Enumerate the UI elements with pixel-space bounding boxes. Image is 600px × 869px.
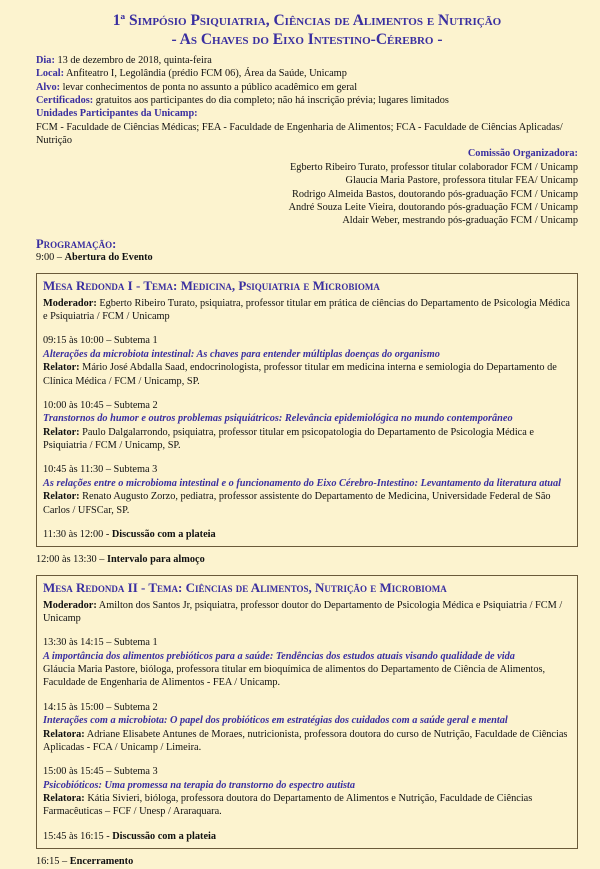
panel-2 [36,575,578,850]
info-value: gratuitos aos participantes do dia completo; não há inscrição prévia; lugares limitados [95,94,449,106]
subtopic-speaker: Gláucia Maria Pastore, bióloga, professora titular em bioquímica de alimentos do Departamento de Ciência de Alimentos, Faculdade de Engenharia de Alimentos - FEA / Unicamp. [43,664,546,689]
units-value: FCM - Faculdade de Ciências Médicas; FEA - Faculdade de Engenharia de Alimentos; FCA - Faculdade de Ciências Aplicadas/ Nutrição [36,121,563,147]
opening-row [36,251,578,264]
panel-1-moderator [43,297,571,324]
subtopic-speaker [43,728,571,755]
closing-label: Encerramento [69,856,134,868]
committee-member: Egberto Ribeiro Turato, professor titular colaborador FCM / Unicamp [290,161,578,173]
discussion-label: Discussão com a plateia [111,528,216,540]
program-heading: Programação: [36,236,117,251]
info-value: Anfiteatro I, Legolândia (prédio FCM 06), Área da Saúde, Unicamp [66,68,347,80]
subtopic-time: 13:30 às 14:15 – Subtema 1 [43,637,158,649]
info-date [36,54,578,67]
opening-label: Abertura do Evento [64,252,153,264]
committee-member: André Souza Leite Vieira, doutorando pós-graduação FCM / Unicamp [288,201,578,213]
lunch-time: 12:00 às 13:30 – [36,554,105,566]
committee-member: Aldair Weber, mestrando pós-graduação FCM / Unicamp [342,215,578,227]
info-label: Local: [36,68,65,80]
subtopic-title: Psicobióticos: Uma promessa na terapia do transtorno do espectro autista [43,779,356,791]
speaker-text: Renato Augusto Zorzo, pediatra, professor assistente do Departamento de Medicina, Universidade Federal de São Carlos / UFSCar, SP. [43,491,551,516]
committee-member: Glaucia Maria Pastore, professora titular FEA/ Unicamp [345,175,578,187]
closing-row [36,855,578,868]
subtopic-title: Interações com a microbiota: O papel dos probióticos em estratégias dos cuidados com a saúde geral e mental [43,715,508,727]
closing-time: 16:15 – [36,856,68,868]
subtopic-time: 15:00 às 15:45 – Subtema 3 [43,766,158,778]
info-target [36,81,578,94]
moderator-text: Egberto Ribeiro Turato, psiquiatra, professor titular em prática de ciências do Departamento de Psicologia Médica e Psiquiatria / FCM / Unicamp [43,297,571,323]
panel-1 [36,273,578,548]
panel-1-title: Mesa Redonda I - Tema: Medicina, Psiquiatria e Microbioma [43,277,380,293]
subtopic-time: 10:00 às 10:45 – Subtema 2 [43,399,158,411]
moderator-label: Moderador: [43,297,97,309]
panel-1-discussion [43,528,571,541]
lunch-label: Intervalo para almoço [106,554,205,566]
info-label: Dia: [36,54,55,66]
subtopic-time: 10:45 às 11:30 – Subtema 3 [43,464,158,476]
committee-member: Rodrigo Almeida Bastos, doutorando pós-graduação FCM / Unicamp [292,188,578,200]
discussion-time: 15:45 às 16:15 - [43,830,110,842]
panel-2-moderator [43,599,571,626]
subtopic-title: As relações entre o microbioma intestinal e o funcionamento do Eixo Cérebro-Intestino: Levantamento da literatura atual [43,477,562,489]
discussion-label: Discussão com a plateia [112,830,217,842]
info-value: levar conhecimentos de ponta no assunto a público acadêmico em geral [62,81,358,93]
organizing-committee [36,147,578,227]
speaker-label: Relatora: [43,728,85,740]
subtopic-speaker [43,361,571,388]
lunch-row [36,553,578,566]
subtopic-time: 09:15 às 10:00 – Subtema 1 [43,335,158,347]
info-location [36,67,578,80]
opening-time: 9:00 – [36,252,63,264]
speaker-text: Adriane Elisabete Antunes de Moraes, nutricionista, professora doutora do curso de Nutrição, Faculdade de Ciências Aplicadas - FCA / Unicamp / Limeira. [43,728,568,753]
panel-2-discussion [43,830,571,843]
document-title [36,12,578,50]
speaker-label: Relator: [43,362,80,374]
subtopic-speaker [43,490,571,517]
subtopic-speaker [43,426,571,453]
panel-2-title: Mesa Redonda II - Tema: Ciências de Alimentos, Nutrição e Microbioma [43,579,447,595]
title-line-1: 1ª Simpósio Psiquiatria, Ciências de Alimentos e Nutrição [112,12,502,29]
subtopic-title: Transtornos do humor e outros problemas psiquiátricos: Relevância epidemiológica no mundo contemporâneo [43,413,513,425]
info-certificates [36,94,578,107]
info-value: 13 de dezembro de 2018, quinta-feira [57,54,212,66]
speaker-text: Paulo Dalgalarrondo, psiquiatra, professor titular em psicopatologia do Departamento de Psicologia Médica e Psiquiatria / FCM / Unicamp, SP. [43,426,534,452]
subtopic-time: 14:15 às 15:00 – Subtema 2 [43,701,158,713]
speaker-label: Relatora: [43,793,85,805]
subtopic-title: A importância dos alimentos prebióticos para a saúde: Tendências dos estudos atuais visando qualidade de vida [43,650,515,662]
subtopic-speaker [43,792,571,819]
moderator-label: Moderador: [43,599,97,611]
speaker-label: Relator: [43,426,80,438]
units-label: Unidades Participantes da Unicamp: [36,108,198,120]
info-label: Certificados: [36,94,94,106]
moderator-text: Amilton dos Santos Jr, psiquiatra, professor doutor do Departamento de Psicologia Médica e Psiquiatria / FCM / Unicamp [43,599,563,624]
info-label: Alvo: [36,81,61,93]
speaker-label: Relator: [43,491,80,503]
subtopic-title: Alterações da microbiota intestinal: As chaves para entender múltiplas doenças do organismo [43,348,440,360]
speaker-text: Kátia Sivieri, bióloga, professora doutora do Departamento de Alimentos e Nutrição, Faculdade de Ciências Farmacêuticas – FCF / Unesp / Araraquara. [43,793,533,818]
speaker-text: Mário José Abdalla Saad, endocrinologista, professor titular em medicina interna e semiologia do Departamento de Clínica Médica / FCM / Unicamp, SP. [43,362,557,387]
discussion-time: 11:30 às 12:00 - [43,528,110,540]
committee-label: Comissão Organizadora: [467,148,578,160]
title-line-2: - As Chaves do Eixo Intestino-Cérebro - [171,30,443,48]
